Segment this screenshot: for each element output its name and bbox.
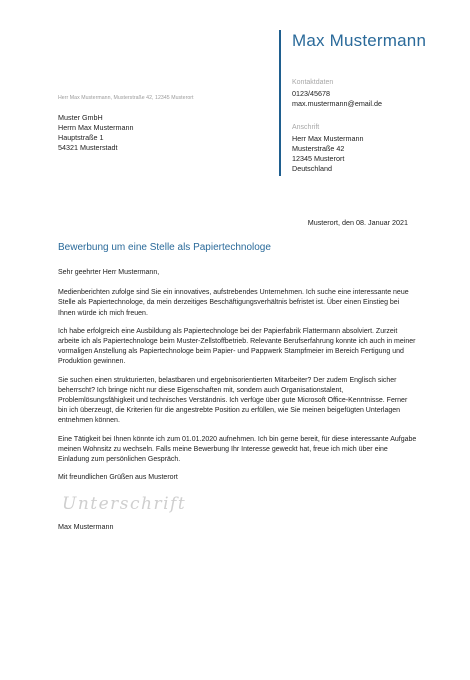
closing-line: Mit freundlichen Grüßen aus Musterort xyxy=(58,474,178,482)
contact-label: Kontaktdaten xyxy=(292,79,334,86)
sender-return-address: Herr Max Mustermann, Musterstraße 42, 12345 Musterort xyxy=(58,95,194,101)
address-line: Deutschland xyxy=(292,164,332,173)
recipient-address xyxy=(58,113,134,153)
body-paragraph: Medienberichten zufolge sind Sie ein innovatives, aufstrebendes Unternehmen. Ich suche eine interessante neue Stelle als Papiertechnologe, da mein derzeitiges Beschäftigungsverhältnis befristet ist. Über einen Einstieg bei Ihnen würde ich mich freuen. xyxy=(58,289,409,317)
subject-line: Bewerbung um eine Stelle als Papiertechnologe xyxy=(58,242,271,253)
letter-body xyxy=(58,268,418,491)
header-divider xyxy=(279,30,281,176)
recipient-line: Muster GmbH xyxy=(58,113,103,122)
address-line: Musterstraße 42 xyxy=(292,144,345,153)
recipient-line: Herrn Max Mustermann xyxy=(58,123,134,132)
address-line: 12345 Musterort xyxy=(292,154,345,163)
body-paragraph: Eine Tätigkeit bei Ihnen könnte ich zum 01.01.2020 aufnehmen. Ich bin gerne bereit, für diese interessante Aufgabe meinen Wohnsitz zu wechseln. Falls meine Bewerbung Ihr Interesse geweckt hat, freue ich mich über eine Einladung zum persönlichen Gespräch. xyxy=(58,435,417,464)
signature: Unterschrift xyxy=(62,494,187,514)
contact-phone: 0123/45678 xyxy=(292,89,330,98)
signer-name: Max Mustermann xyxy=(58,522,114,531)
contact-email: max.mustermann@email.de xyxy=(292,99,382,108)
applicant-name: Max Mustermann xyxy=(292,31,427,50)
body-paragraph: Ich habe erfolgreich eine Ausbildung als Papiertechnologe bei der Papierfabrik Flattermann absolviert. Zurzeit arbeite ich als Papiertechnologe beim Muster-Zellstoffbetrieb. Relevante Berufserfahrung konnte ich auch in meiner vormaligen Anstellung als Papiertechnologe beim Papier- und Pappwerk Stampfmeier im Bereich Fertigung und Produktion gewinnen. xyxy=(58,327,416,366)
salutation: Sehr geehrter Herr Mustermann, xyxy=(58,269,160,276)
address-line: Herr Max Mustermann xyxy=(292,134,364,143)
date-line: Musterort, den 08. Januar 2021 xyxy=(307,218,408,227)
address-label: Anschrift xyxy=(292,124,320,131)
body-paragraph: Sie suchen einen strukturierten, belastbaren und ergebnisorientierten Mitarbeiter? Der zudem Englisch sicher beherrscht? Ich bringe nicht nur diese Eigenschaften mit, sondern auch Organisationstalent, Problemlösungsfähigkeit und technisches Verständnis. Ich verfüge über gute Microsoft Office-Kenntnisse. Ferner bin ich überzeugt, die Kriterien für die angestrebte Position zu erfüllen, wie Sie meinen beigefügten Unterlagen entnehmen können. xyxy=(58,376,408,425)
recipient-line: Hauptstraße 1 xyxy=(58,133,104,142)
recipient-line: 54321 Musterstadt xyxy=(58,143,118,152)
